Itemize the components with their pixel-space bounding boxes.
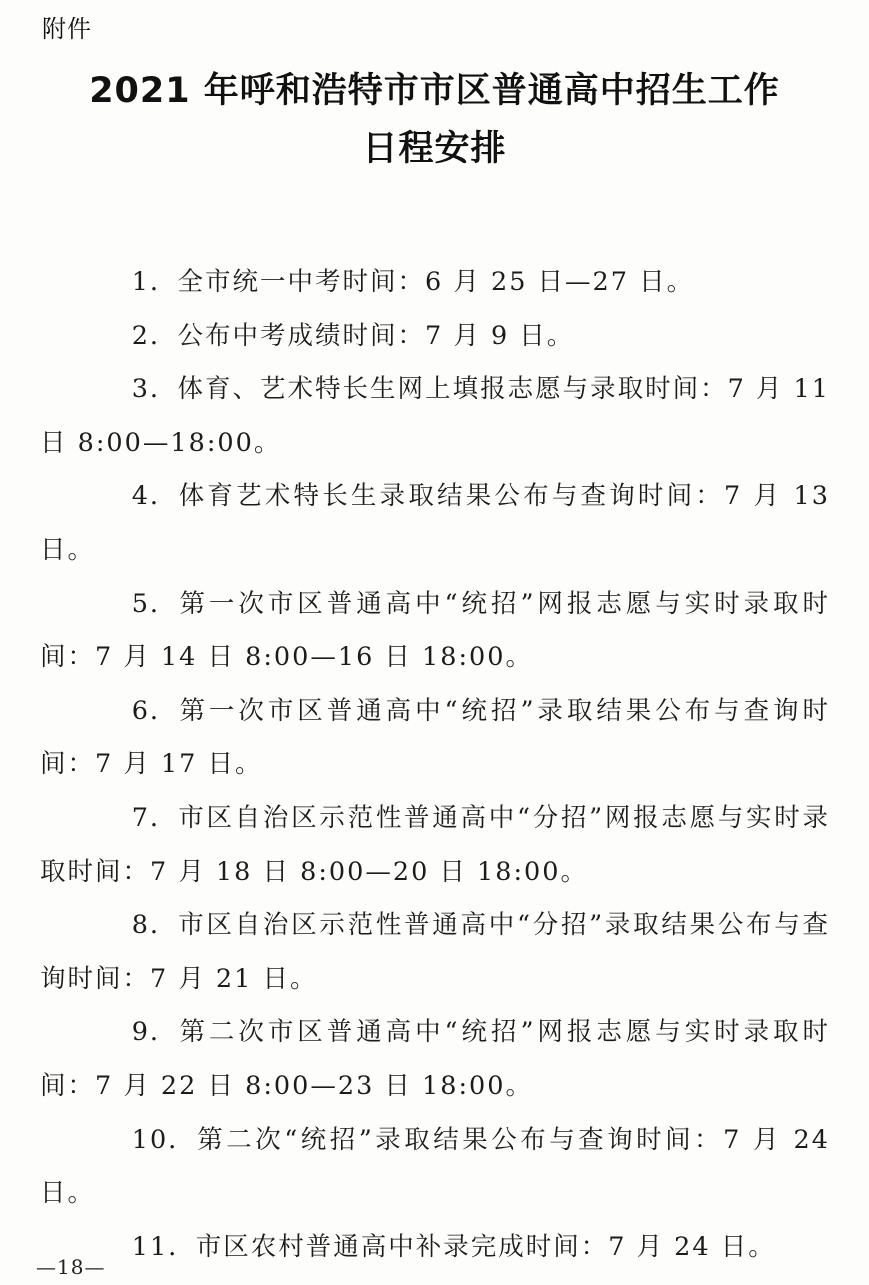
document-title [0, 66, 869, 174]
item-text: 市区自治区示范性普通高中“分招”录取结果公布与查询时间：7 月 21 日。 [40, 910, 830, 994]
schedule-item-5 [40, 578, 830, 685]
document-title-line-2: 日程安排 [362, 129, 507, 169]
schedule-list [40, 256, 830, 1274]
page-number: —18— [36, 1255, 106, 1279]
schedule-item-6 [40, 685, 830, 792]
item-number: 5． [131, 588, 178, 619]
item-number: 1． [131, 267, 178, 297]
schedule-item-4 [40, 470, 830, 577]
schedule-item-10 [40, 1114, 830, 1221]
schedule-item-9 [40, 1006, 830, 1113]
item-text: 公布中考成绩时间：7 月 9 日。 [177, 320, 575, 351]
item-number: 6． [131, 695, 178, 726]
item-text: 全市统一中考时间：6 月 25 日—27 日。 [177, 267, 695, 297]
item-number: 7． [131, 802, 178, 833]
item-text: 第二次市区普通高中“统招”网报志愿与实时录取时间：7 月 22 日 8:00—23 日 18:00。 [40, 1017, 830, 1101]
schedule-item-1 [40, 256, 830, 310]
item-text: 体育艺术特长生录取结果公布与查询时间：7 月 13 日。 [40, 481, 830, 565]
schedule-item-11 [40, 1221, 830, 1275]
item-text: 第一次市区普通高中“统招”录取结果公布与查询时间：7 月 17 日。 [40, 695, 830, 780]
item-number: 8． [131, 910, 178, 941]
attachment-label: 附件 [42, 15, 92, 43]
item-text: 第一次市区普通高中“统招”网报志愿与实时录取时间：7 月 14 日 8:00—16 日 18:00。 [40, 588, 830, 673]
document-title-line-1: 2021 年呼和浩特市市区普通高中招生工作 [89, 71, 780, 111]
item-number: 9． [131, 1017, 178, 1048]
item-text: 市区农村普通高中补录完成时间：7 月 24 日。 [195, 1231, 776, 1262]
item-text: 市区自治区示范性普通高中“分招”网报志愿与实时录取时间：7 月 18 日 8:00—20 日 18:00。 [40, 802, 830, 887]
schedule-item-3 [40, 363, 830, 470]
schedule-item-7 [40, 792, 830, 899]
item-number: 4． [131, 481, 178, 512]
item-number: 2． [131, 320, 178, 351]
schedule-item-2 [40, 310, 830, 364]
item-number: 10． [131, 1124, 196, 1155]
item-text: 第二次“统招”录取结果公布与查询时间：7 月 24 日。 [40, 1124, 830, 1209]
item-text: 体育、艺术特长生网上填报志愿与录取时间：7 月 11 日 8:00—18:00。 [40, 374, 830, 458]
item-number: 11． [131, 1231, 196, 1262]
schedule-item-8 [40, 899, 830, 1006]
item-number: 3． [131, 374, 178, 405]
